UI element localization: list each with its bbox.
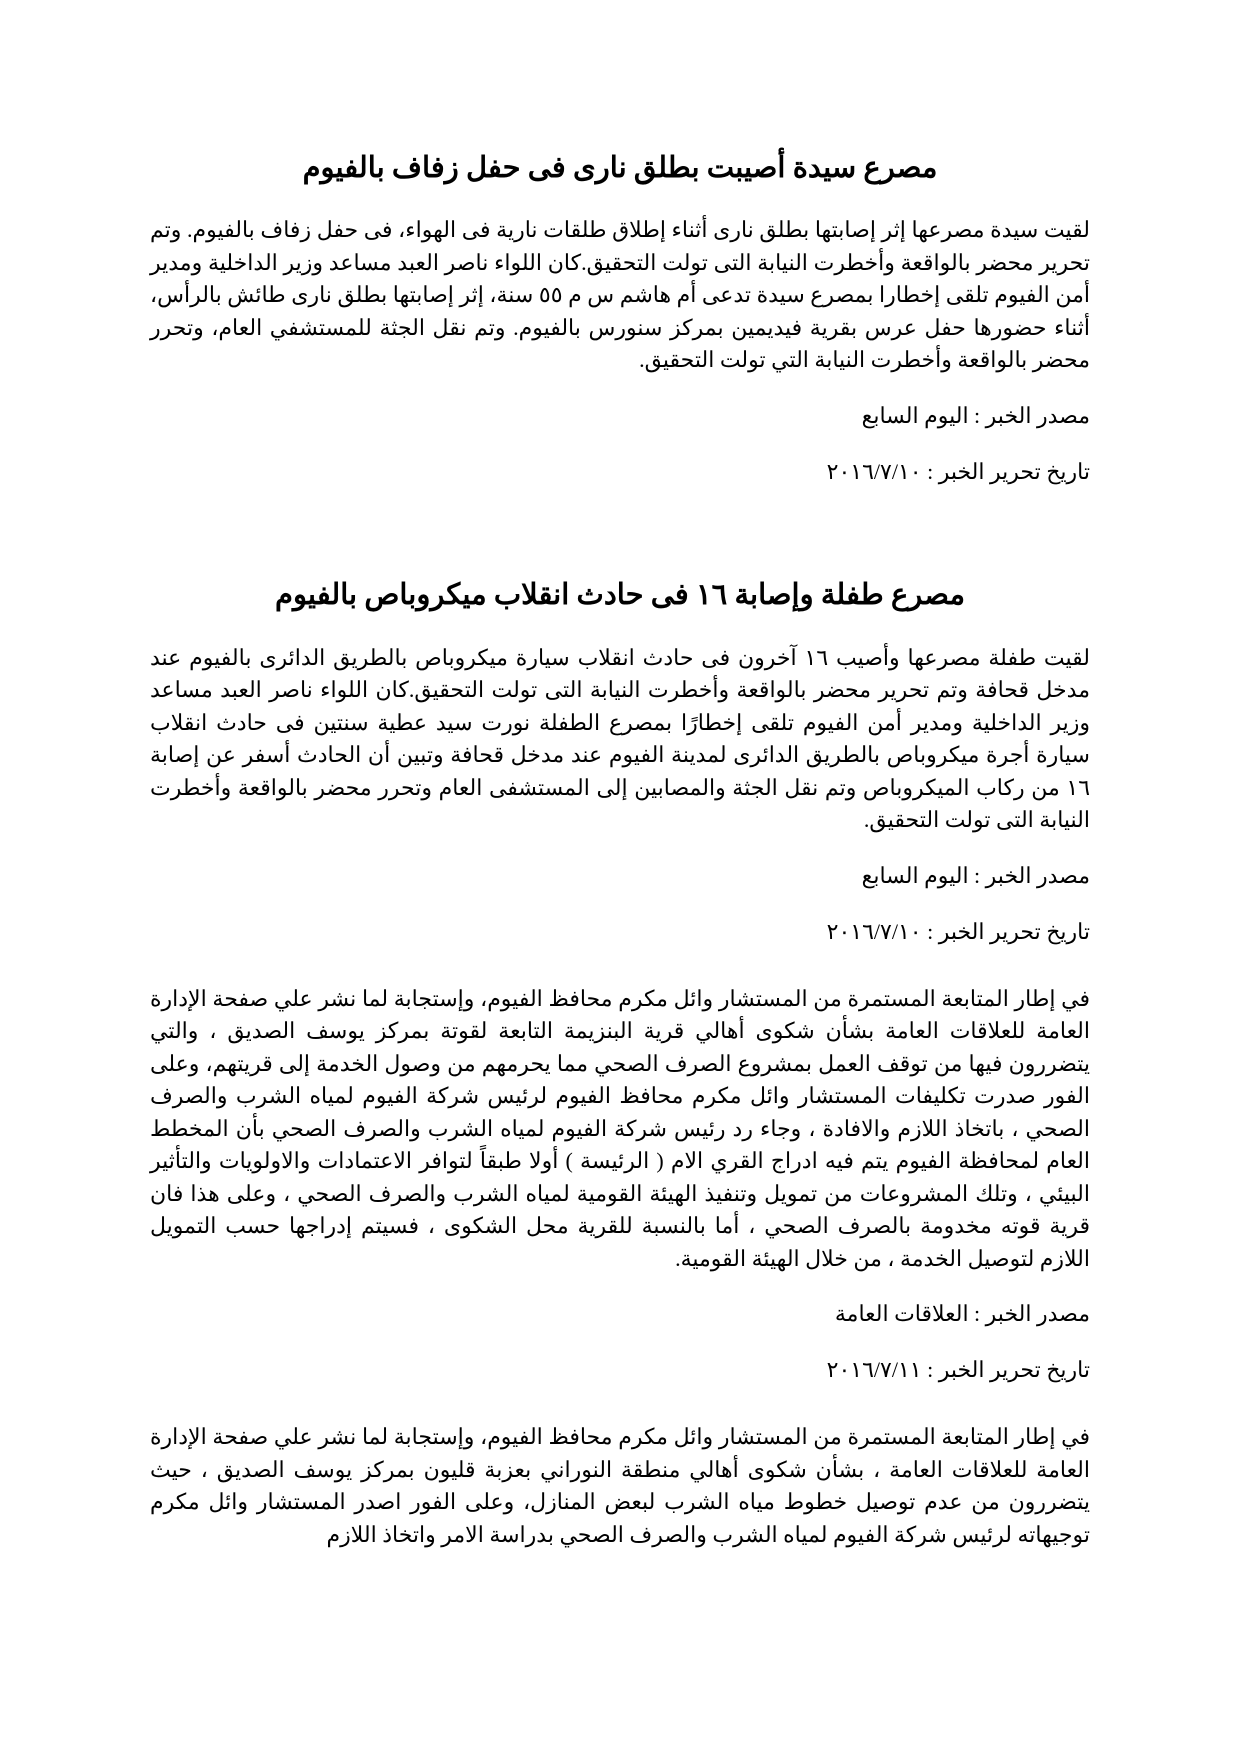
article-source: مصدر الخبر : العلاقات العامة	[834, 1301, 1090, 1326]
article-body: في إطار المتابعة المستمرة من المستشار وائل مكرم محافظ الفيوم، وإستجابة لما نشر علي صفحة الإدارة العامة للعلاقات العامة ، بشأن شكوى أهالي منطقة النوراني بعزبة قليون بمركز يوسف الصديق ، حيث يتضررون من عدم توصيل خطوط مياه الشرب لبعض المنازل، وعلى الفور اصدر المستشار وائل مكرم توجيهاته لرئيس شركة الفيوم لمياه الشرب والصرف الصحي بدراسة الامر واتخاذ اللازم	[150, 1424, 1090, 1547]
news-article	[150, 983, 1090, 1386]
article-date: تاريخ تحرير الخبر : ٢٠١٦/٧/١١	[826, 1357, 1090, 1382]
document-content	[150, 148, 1090, 1551]
article-source: مصدر الخبر : اليوم السابع	[861, 402, 1090, 428]
article-date: تاريخ تحرير الخبر : ٢٠١٦/٧/١٠	[826, 918, 1090, 944]
article-date: تاريخ تحرير الخبر : ٢٠١٦/٧/١٠	[826, 458, 1090, 484]
news-article	[150, 1421, 1090, 1551]
article-source: مصدر الخبر : اليوم السابع	[861, 862, 1090, 888]
article-title: مصرع طفلة وإصابة ١٦ فى حادث انقلاب ميكروباص بالفيوم	[275, 578, 965, 611]
article-body: لقيت سيدة مصرعها إثر إصابتها بطلق نارى أثناء إطلاق طلقات نارية فى الهواء، فى حفل زفاف بالفيوم. وتم تحرير محضر بالواقعة وأخطرت النيابة التى تولت التحقيق.كان اللواء ناصر العبد مساعد وزير الداخلية ومدير أمن الفيوم تلقى إخطارا بمصرع سيدة تدعى أم هاشم س م ٥٥ سنة، إثر إصابتها بطلق نارى طائش بالرأس، أثناء حضورها حفل عرس بقرية فيديمين بمركز سنورس بالفيوم. وتم نقل الجثة للمستشفي العام، وتحرر محضر بالواقعة وأخطرت النيابة التي تولت التحقيق.	[150, 217, 1090, 372]
article-body: لقيت طفلة مصرعها وأصيب ١٦ آخرون فى حادث انقلاب سيارة ميكروباص بالطريق الدائرى بالفيوم عند مدخل قحافة وتم تحرير محضر بالواقعة وأخطرت النيابة التى تولت التحقيق.كان اللواء ناصر العبد مساعد وزير الداخلية ومدير أمن الفيوم تلقى إخطارًا بمصرع الطفلة نورت سيد عطية سنتين فى حادث انقلاب سيارة أجرة ميكروباص بالطريق الدائرى لمدينة الفيوم عند مدخل قحافة وتبين أن الحادث أسفر عن إصابة ١٦ من ركاب الميكروباص وتم نقل الجثة والمصابين إلى المستشفى العام وتحرر محضر بالواقعة وأخطرت النيابة التى تولت التحقيق.	[150, 644, 1091, 832]
news-article	[150, 148, 1090, 487]
article-title: مصرع سيدة أصيبت بطلق نارى فى حفل زفاف بالفيوم	[302, 152, 938, 184]
article-body: في إطار المتابعة المستمرة من المستشار وائل مكرم محافظ الفيوم، وإستجابة لما نشر علي صفحة الإدارة العامة للعلاقات العامة بشأن شكوى أهالي قرية البنزيمة التابعة لقوتة بمركز يوسف الصديق ، والتي يتضررون فيها من توقف العمل بمشروع الصرف الصحي مما يحرمهم من وصول الخدمة إلى قريتهم، وعلى الفور صدرت تكليفات المستشار وائل مكرم محافظ الفيوم لرئيس شركة الفيوم لمياه الشرب والصرف الصحي ، باتخاذ اللازم والافادة ، وجاء رد رئيس شركة الفيوم لمياه الشرب والصرف الصحي بأن المخطط العام لمحافظة الفيوم يتم فيه ادراج القري الام ( الرئيسة ) أولا طبقاً لتوافر الاعتمادات والاولويات والتأثير البيئي ، وتلك المشروعات من تمويل وتنفيذ الهيئة القومية لمياه الشرب والصرف الصحي ، وعلى هذا فان قرية قوته مخدومة بالصرف الصحي ، أما بالنسبة للقرية محل الشكوى ، فسيتم إدراجها حسب التمويل اللازم لتوصيل الخدمة ، من خلال الهيئة القومية.	[150, 985, 1090, 1271]
news-article	[150, 575, 1090, 947]
